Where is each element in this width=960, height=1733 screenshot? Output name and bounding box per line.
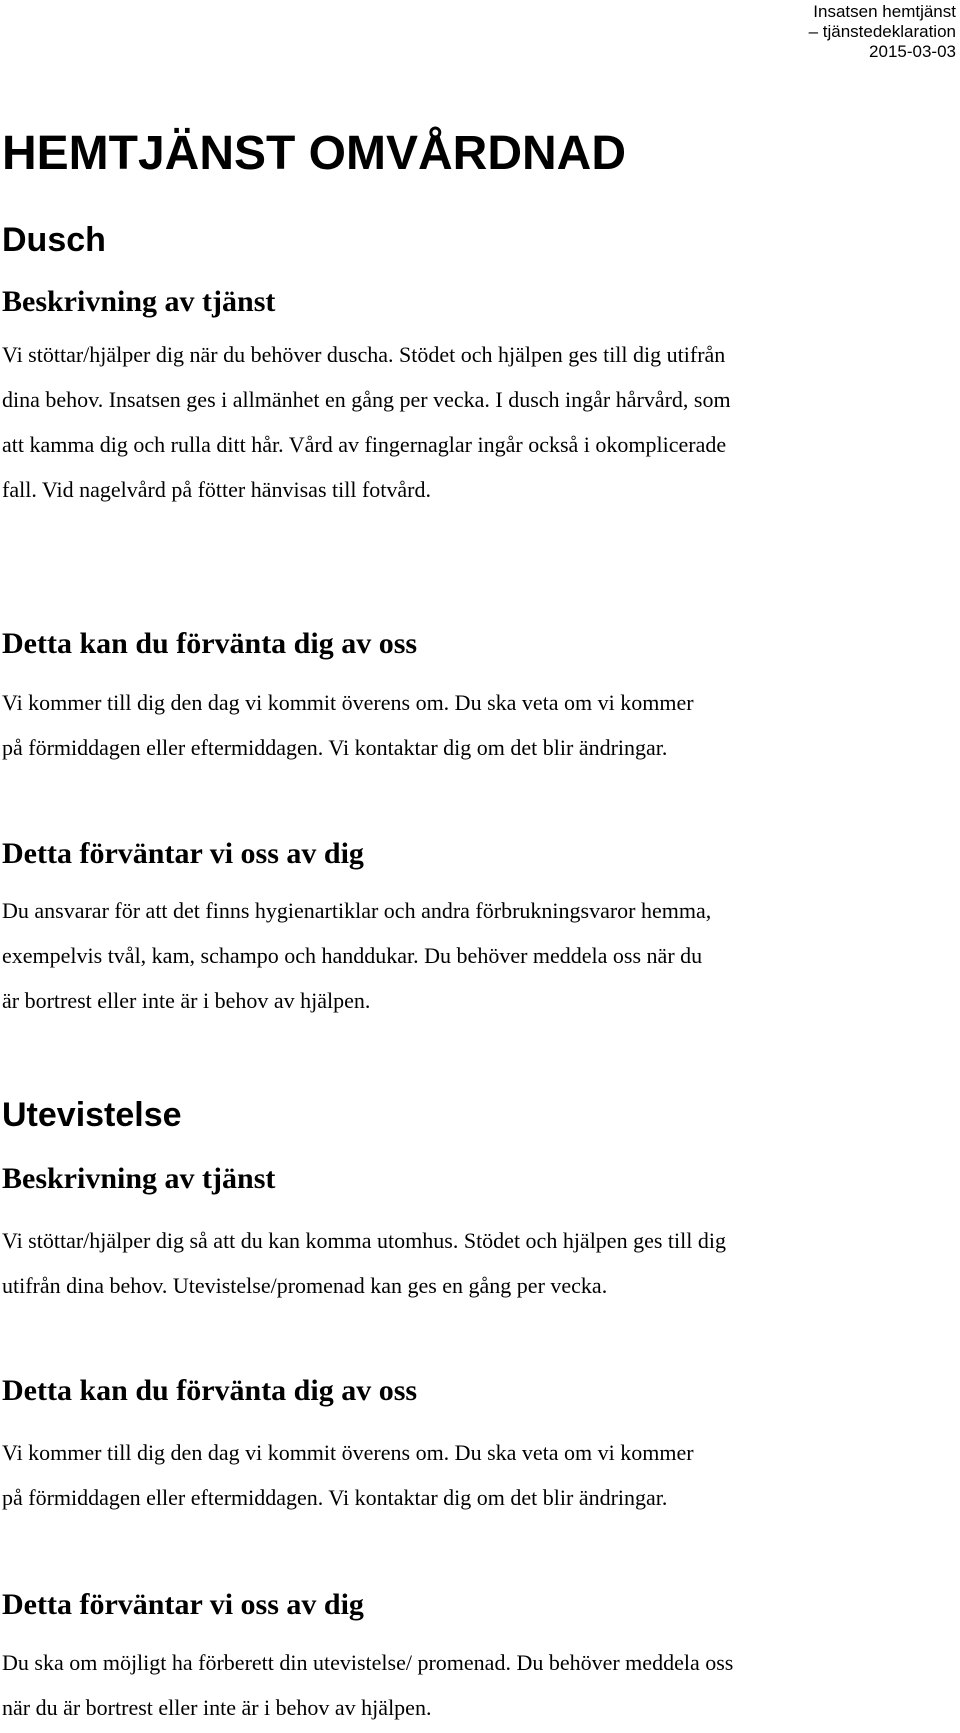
text-line: Vi kommer till dig den dag vi kommit överens om. Du ska veta om vi kommer (2, 1440, 694, 1465)
dusch-expect-from-you-text (2, 888, 952, 1023)
text-line: Vi stöttar/hjälper dig när du behöver duscha. Stödet och hjälpen ges till dig utifrån (2, 342, 726, 367)
utevistelse-expect-from-us-text (2, 1430, 952, 1520)
section-title-dusch: Dusch (2, 221, 106, 259)
utevistelse-expect-from-you-text (2, 1640, 952, 1730)
text-line: utifrån dina behov. Utevistelse/promenad kan ges en gång per vecka. (2, 1273, 608, 1298)
text-line: exempelvis tvål, kam, schampo och handdukar. Du behöver meddela oss när du (2, 943, 703, 968)
dusch-heading-expect-from-us: Detta kan du förvänta dig av oss (2, 627, 418, 660)
header-note (536, 2, 956, 62)
utevistelse-description-text (2, 1218, 952, 1308)
text-line: fall. Vid nagelvård på fötter hänvisas till fotvård. (2, 477, 431, 502)
text-line: Du ska om möjligt ha förberett din utevistelse/ promenad. Du behöver meddela oss (2, 1650, 734, 1675)
utevistelse-heading-description: Beskrivning av tjänst (2, 1162, 276, 1195)
text-line: på förmiddagen eller eftermiddagen. Vi kontaktar dig om det blir ändringar. (2, 1485, 668, 1510)
header-line-2: – tjänstedeklaration (808, 22, 956, 41)
document-title: HEMTJÄNST OMVÅRDNAD (2, 127, 626, 180)
utevistelse-heading-expect-from-you: Detta förväntar vi oss av dig (2, 1588, 364, 1621)
text-line: att kamma dig och rulla ditt hår. Vård av fingernaglar ingår också i okomplicerade (2, 432, 727, 457)
dusch-heading-expect-from-you: Detta förväntar vi oss av dig (2, 837, 364, 870)
text-line: är bortrest eller inte är i behov av hjälpen. (2, 988, 371, 1013)
dusch-description-text (2, 332, 952, 512)
text-line: Du ansvarar för att det finns hygienartiklar och andra förbrukningsvaror hemma, (2, 898, 712, 923)
dusch-expect-from-us-text (2, 680, 952, 770)
text-line: dina behov. Insatsen ges i allmänhet en gång per vecka. I dusch ingår hårvård, som (2, 387, 731, 412)
text-line: när du är bortrest eller inte är i behov av hjälpen. (2, 1695, 432, 1720)
text-line: Vi kommer till dig den dag vi kommit överens om. Du ska veta om vi kommer (2, 690, 694, 715)
header-date: 2015-03-03 (869, 42, 956, 61)
dusch-heading-description: Beskrivning av tjänst (2, 285, 276, 318)
text-line: Vi stöttar/hjälper dig så att du kan komma utomhus. Stödet och hjälpen ges till dig (2, 1228, 726, 1253)
header-line-1: Insatsen hemtjänst (813, 2, 956, 21)
section-title-utevistelse: Utevistelse (2, 1096, 182, 1134)
text-line: på förmiddagen eller eftermiddagen. Vi kontaktar dig om det blir ändringar. (2, 735, 668, 760)
utevistelse-heading-expect-from-us: Detta kan du förvänta dig av oss (2, 1374, 418, 1407)
